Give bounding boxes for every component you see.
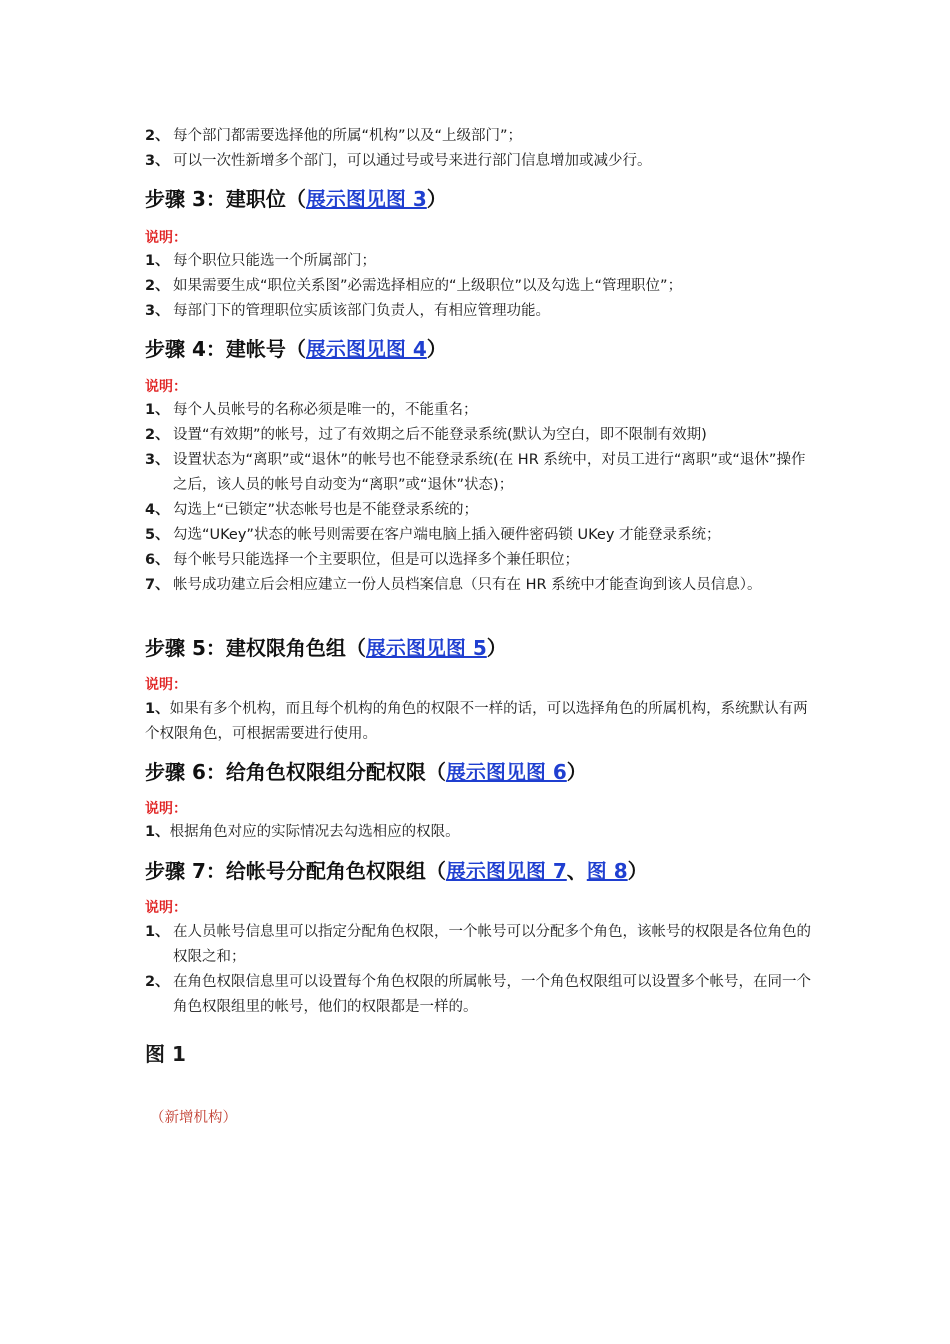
item-number: 1、 [145, 253, 170, 269]
item-number: 2、 [145, 128, 170, 144]
step7-link2[interactable]: 图 8 [586, 859, 628, 883]
list-item [145, 423, 815, 448]
item-text: 每个职位只能选一个所属部门； [173, 253, 376, 269]
item-text: 帐号成功建立后会相应建立一份人员档案信息（只有在 HR 系统中才能查询到该人员信息）。 [173, 577, 762, 593]
step5-note-label: 说明： [145, 677, 187, 693]
list-item [145, 149, 815, 174]
list-item [145, 697, 815, 747]
item-number: 6、 [145, 552, 170, 568]
step5-heading [145, 634, 507, 662]
item-text: 每个部门都需要选择他的所属“机构”以及“上级部门”； [173, 128, 523, 144]
item-number: 2、 [145, 278, 170, 294]
step5-link[interactable]: 展示图见图 5 [365, 636, 487, 660]
step5-close: ） [486, 636, 507, 660]
item-number: 3、 [145, 303, 170, 319]
list-item [145, 920, 815, 970]
step3-note-label: 说明： [145, 230, 187, 246]
step7-heading [145, 857, 648, 885]
list-item [145, 274, 815, 299]
item-text: 勾选“UKey”状态的帐号则需要在客户端电脑上插入硬件密码锁 UKey 才能登录系统； [173, 527, 721, 543]
item-number: 1、 [145, 924, 170, 940]
list-item [145, 448, 815, 498]
item-text: 在人员帐号信息里可以指定分配角色权限，一个帐号可以分配多个角色，该帐号的权限是各位角色的权限之和； [173, 924, 811, 965]
step4-heading [145, 335, 447, 363]
step6-note-label: 说明： [145, 801, 187, 817]
item-text: 设置“有效期”的帐号，过了有效期之后不能登录系统(默认为空白，即不限制有效期) [173, 427, 707, 443]
step7-sep: 、 [566, 859, 587, 883]
list-item [145, 523, 815, 548]
item-number: 2、 [145, 427, 170, 443]
step6-link[interactable]: 展示图见图 6 [445, 760, 567, 784]
step6-close: ） [566, 760, 587, 784]
step3-heading [145, 185, 447, 213]
item-number: 3、 [145, 452, 170, 468]
item-text: 可以一次性新增多个部门，可以通过号或号来进行部门信息增加或减少行。 [173, 153, 652, 169]
item-text: 每个帐号只能选择一个主要职位，但是可以选择多个兼任职位； [173, 552, 579, 568]
step4-link[interactable]: 展示图见图 4 [305, 337, 427, 361]
item-number: 5、 [145, 527, 170, 543]
item-number: 1、 [145, 402, 170, 418]
item-text: 根据角色对应的实际情况去勾选相应的权限。 [169, 824, 460, 840]
list-item [145, 573, 815, 598]
list-item [145, 249, 815, 274]
item-number: 1、 [145, 701, 170, 717]
list-item [145, 124, 815, 149]
step4-note-label: 说明： [145, 379, 187, 395]
step7-title: 步骤 7：给帐号分配角色权限组（ [145, 859, 446, 883]
item-number: 3、 [145, 153, 170, 169]
item-text: 每个人员帐号的名称必须是唯一的，不能重名； [173, 402, 478, 418]
step7-link[interactable]: 展示图见图 7 [445, 859, 567, 883]
step3-title: 步骤 3：建职位（ [145, 187, 306, 211]
step6-title: 步骤 6：给角色权限组分配权限（ [145, 760, 446, 784]
list-item [145, 398, 815, 423]
step7-close: ） [627, 859, 648, 883]
figure-caption: （新增机构） [150, 1110, 237, 1126]
list-item [145, 970, 815, 1020]
step4-title: 步骤 4：建帐号（ [145, 337, 306, 361]
item-text: 如果需要生成“职位关系图”必需选择相应的“上级职位”以及勾选上“管理职位”； [173, 278, 683, 294]
step6-heading [145, 758, 587, 786]
step3-close: ） [426, 187, 447, 211]
item-number: 4、 [145, 502, 170, 518]
item-text: 如果有多个机构，而且每个机构的角色的权限不一样的话，可以选择角色的所属机构，系统默认有两个权限角色，可根据需要进行使用。 [145, 701, 808, 742]
item-text: 勾选上“已锁定”状态帐号也是不能登录系统的； [173, 502, 479, 518]
list-item [145, 548, 815, 573]
step3-link[interactable]: 展示图见图 3 [305, 187, 427, 211]
figure-title: 图 1 [145, 1042, 186, 1066]
step4-close: ） [426, 337, 447, 361]
list-item [145, 820, 815, 845]
step5-title: 步骤 5：建权限角色组（ [145, 636, 366, 660]
list-item [145, 299, 815, 324]
item-number: 1、 [145, 824, 170, 840]
item-text: 设置状态为“离职”或“退休”的帐号也不能登录系统(在 HR 系统中，对员工进行“离职”或“退休”操作之后，该人员的帐号自动变为“离职”或“退休”状态)； [173, 452, 806, 493]
list-item [145, 498, 815, 523]
item-number: 7、 [145, 577, 170, 593]
item-number: 2、 [145, 974, 170, 990]
step7-note-label: 说明： [145, 900, 187, 916]
item-text: 在角色权限信息里可以设置每个角色权限的所属帐号，一个角色权限组可以设置多个帐号，在同一个角色权限组里的帐号，他们的权限都是一样的。 [173, 974, 811, 1015]
item-text: 每部门下的管理职位实质该部门负责人，有相应管理功能。 [173, 303, 550, 319]
